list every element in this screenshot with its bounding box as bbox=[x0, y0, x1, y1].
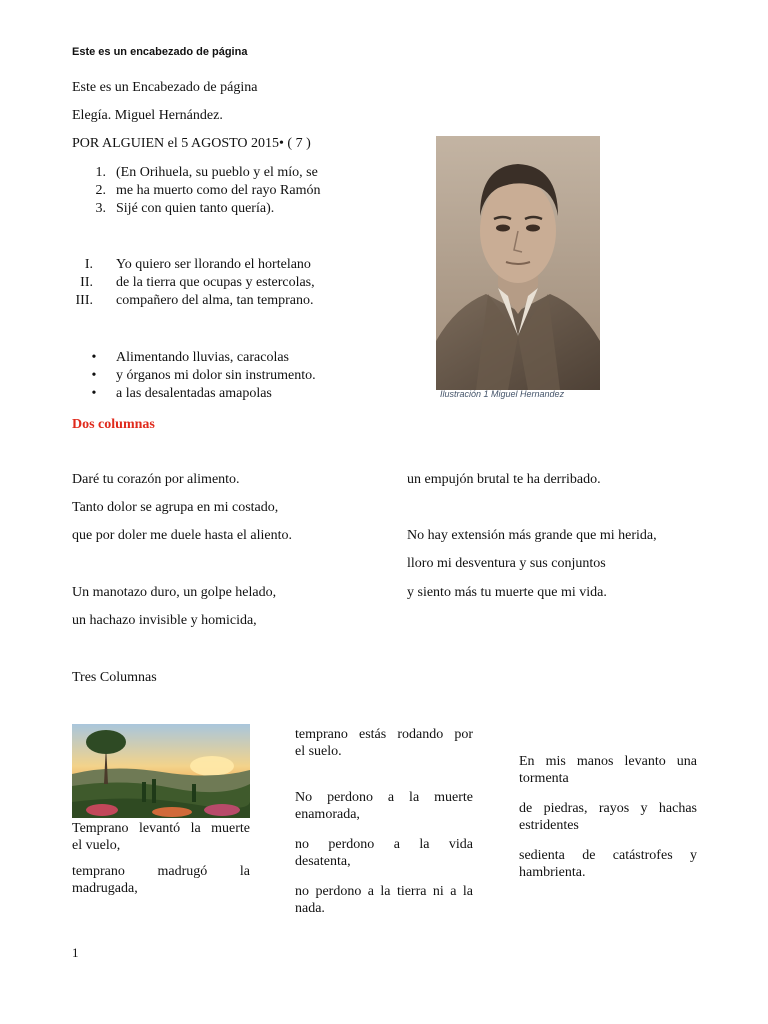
numbered-list bbox=[72, 164, 321, 218]
landscape-image bbox=[72, 724, 250, 818]
bullet-icon: • bbox=[91, 368, 97, 383]
verse-paragraph bbox=[295, 726, 473, 760]
verse-line: desatenta, bbox=[295, 854, 351, 869]
verse-line: temprano madrugó la bbox=[72, 864, 250, 879]
verse-paragraph bbox=[72, 863, 250, 897]
list-marker: I. bbox=[84, 257, 93, 272]
column-2 bbox=[295, 726, 473, 917]
verse-paragraph bbox=[72, 820, 250, 854]
landscape-illustration bbox=[72, 724, 250, 818]
roman-list bbox=[72, 256, 315, 310]
body-header: Este es un Encabezado de página bbox=[72, 80, 258, 95]
list-item bbox=[72, 200, 321, 218]
verse-paragraph bbox=[295, 789, 473, 823]
verse-line: estridentes bbox=[519, 818, 579, 833]
verse-line: y siento más tu muerte que mi vida. bbox=[407, 585, 607, 600]
list-item bbox=[72, 292, 315, 310]
list-item bbox=[72, 349, 316, 367]
list-item-text: me ha muerto como del rayo Ramón bbox=[116, 183, 321, 198]
list-item bbox=[72, 367, 316, 385]
verse-line: tormenta bbox=[519, 771, 569, 786]
verse-line: el suelo. bbox=[295, 744, 342, 759]
verse-line: Un manotazo duro, un golpe helado, bbox=[72, 585, 277, 600]
list-item-text: Alimentando lluvias, caracolas bbox=[116, 350, 289, 365]
list-item bbox=[72, 182, 321, 200]
list-item bbox=[72, 164, 321, 182]
document-title: Elegía. Miguel Hernández. bbox=[72, 108, 223, 123]
bullet-icon: • bbox=[91, 386, 97, 401]
byline: POR ALGUIEN el 5 AGOSTO 2015• ( 7 ) bbox=[72, 136, 311, 151]
portrait-illustration bbox=[436, 136, 600, 390]
verse-line: madrugada, bbox=[72, 881, 138, 896]
verse-line: Temprano levantó la muerte bbox=[72, 821, 250, 836]
verse-line: un empujón brutal te ha derribado. bbox=[407, 472, 601, 487]
verse-line: No perdono a la muerte bbox=[295, 790, 473, 805]
verse-paragraph bbox=[519, 800, 697, 834]
verse-line: un hachazo invisible y homicida, bbox=[72, 613, 257, 628]
verse-line: enamorada, bbox=[295, 807, 360, 822]
verse-paragraph bbox=[519, 847, 697, 881]
column-3 bbox=[519, 753, 697, 881]
list-item-text: (En Orihuela, su pueblo y el mío, se bbox=[116, 165, 318, 180]
bullet-icon: • bbox=[91, 350, 97, 365]
list-item-text: y órganos mi dolor sin instrumento. bbox=[116, 368, 316, 383]
page-header: Este es un encabezado de página bbox=[72, 46, 248, 58]
verse-line: En mis manos levanto una bbox=[519, 754, 697, 769]
list-marker: 2. bbox=[95, 183, 106, 198]
verse-paragraph bbox=[295, 883, 473, 917]
list-item-text: a las desalentadas amapolas bbox=[116, 386, 272, 401]
list-marker: 1. bbox=[95, 165, 106, 180]
list-item bbox=[72, 256, 315, 274]
list-item-text: Yo quiero ser llorando el hortelano bbox=[116, 257, 311, 272]
list-marker: 3. bbox=[95, 201, 106, 216]
list-marker: III. bbox=[75, 293, 93, 308]
verse-line: lloro mi desventura y sus conjuntos bbox=[407, 556, 606, 571]
verse-line: Tanto dolor se agrupa en mi costado, bbox=[72, 500, 279, 515]
portrait-photo bbox=[436, 136, 600, 390]
verse-line: de piedras, rayos y hachas bbox=[519, 801, 697, 816]
column-1 bbox=[72, 820, 250, 897]
page-number: 1 bbox=[72, 945, 79, 960]
verse-line: Daré tu corazón por alimento. bbox=[72, 472, 240, 487]
verse-line: temprano estás rodando por bbox=[295, 727, 473, 742]
verse-line: no perdono a la tierra ni a la bbox=[295, 884, 473, 899]
verse-line: que por doler me duele hasta el aliento. bbox=[72, 528, 293, 543]
section-title-three-columns: Tres Columnas bbox=[72, 670, 157, 685]
list-item-text: Sijé con quien tanto quería). bbox=[116, 201, 275, 216]
verse-line: el vuelo, bbox=[72, 838, 121, 853]
list-marker: II. bbox=[80, 275, 93, 290]
verse-line: no perdono a la vida bbox=[295, 837, 473, 852]
bullet-list bbox=[72, 349, 316, 403]
verse-paragraph bbox=[295, 836, 473, 870]
photo-caption: Ilustración 1 Miguel Hernandez bbox=[440, 389, 565, 399]
verse-line: No hay extensión más grande que mi herida, bbox=[407, 528, 657, 543]
list-item-text: de la tierra que ocupas y estercolas, bbox=[116, 275, 315, 290]
list-item bbox=[72, 274, 315, 292]
verse-line: nada. bbox=[295, 901, 325, 916]
section-title-two-columns: Dos columnas bbox=[72, 417, 155, 432]
verse-paragraph bbox=[519, 753, 697, 787]
list-item-text: compañero del alma, tan temprano. bbox=[116, 293, 314, 308]
list-item bbox=[72, 385, 316, 403]
verse-line: sedienta de catástrofes y bbox=[519, 848, 697, 863]
verse-line: hambrienta. bbox=[519, 865, 586, 880]
